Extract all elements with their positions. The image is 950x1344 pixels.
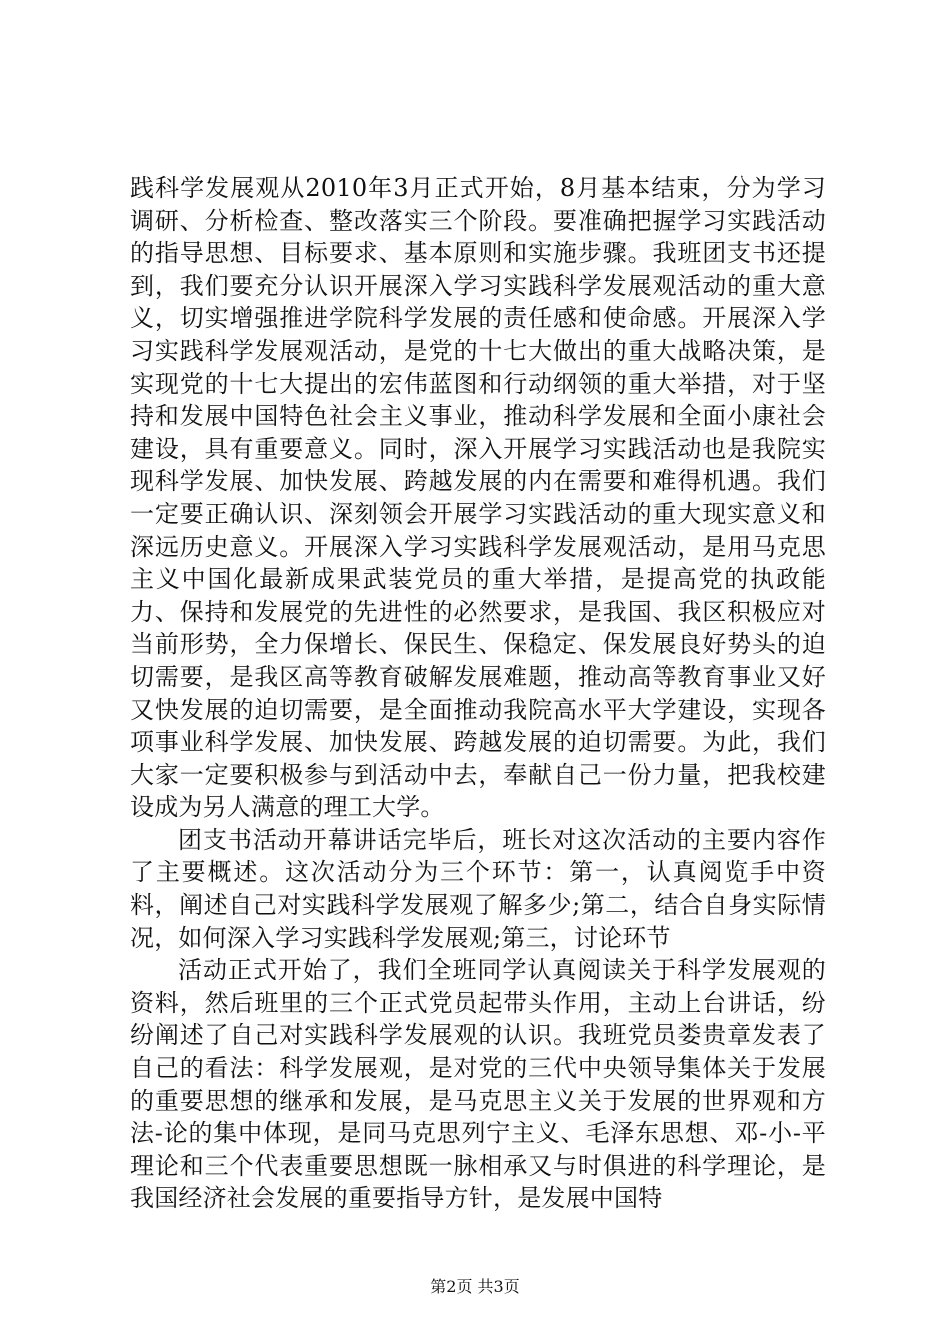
paragraph-continuation: 践科学发展观从2010年3月正式开始，8月基本结束，分为学习调研、分析检查、整改落实三个阶段。要准确把握学习实践活动的指导思想、目标要求、基本原则和实施步骤。我班团支书还提到，我们要充分认识开展深入学习实践科学发展观活动的重大意义，切实增强推进学院科学发展的责任感和使命感。开展深入学习实践科学发展观活动，是党的十七大做出的重大战略决策，是实现党的十七大提出的宏伟蓝图和行动纲领的重大举措，对于坚持和发展中国特色社会主义事业，推动科学发展和全面小康社会建设，具有重要意义。同时，深入开展学习实践活动也是我院实现科学发展、加快发展、跨越发展的内在需要和难得机遇。我们一定要正确认识、深刻领会开展学习实践活动的重大现实意义和深远历史意义。开展深入学习实践科学发展观活动，是用马克思主义中国化最新成果武装党员的重大举措，是提高党的执政能力、保持和发展党的先进性的必然要求，是我国、我区积极应对当前形势，全力保增长、保民生、保稳定、保发展良好势头的迫切需要，是我区高等教育破解发展难题，推动高等教育事业又好又快发展的迫切需要，是全面推动我院高水平大学建设，实现各项事业科学发展、加快发展、跨越发展的迫切需要。为此，我们大家一定要积极参与到活动中去，奉献自己一份力量，把我校建设成为另人满意的理工大学。 — [130, 174, 826, 822]
page-number-footer: 第2页 共3页 — [430, 1277, 520, 1296]
paragraph-activity-overview: 团支书活动开幕讲话完毕后，班长对这次活动的主要内容作了主要概述。这次活动分为三个环节：第一，认真阅览手中资料，阐述自己对实践科学发展观了解多少;第二，结合自身实际情况，如何深入学习实践科学发展观;第三，讨论环节 — [130, 825, 826, 952]
document-body — [130, 172, 826, 1215]
paragraph-activity-start: 活动正式开始了，我们全班同学认真阅读关于科学发展观的资料，然后班里的三个正式党员起带头作用，主动上台讲话，纷纷阐述了自己对实践科学发展观的认识。我班党员娄贵章发表了自己的看法：科学发展观，是对党的三代中央领导集体关于发展的重要思想的继承和发展，是马克思主义关于发展的世界观和方法-论的集中体现，是同马克思列宁主义、毛泽东思想、邓-小-平理论和三个代表重要思想既一脉相承又与时俱进的科学理论，是我国经济社会发展的重要指导方针，是发展中国特 — [130, 956, 826, 1213]
